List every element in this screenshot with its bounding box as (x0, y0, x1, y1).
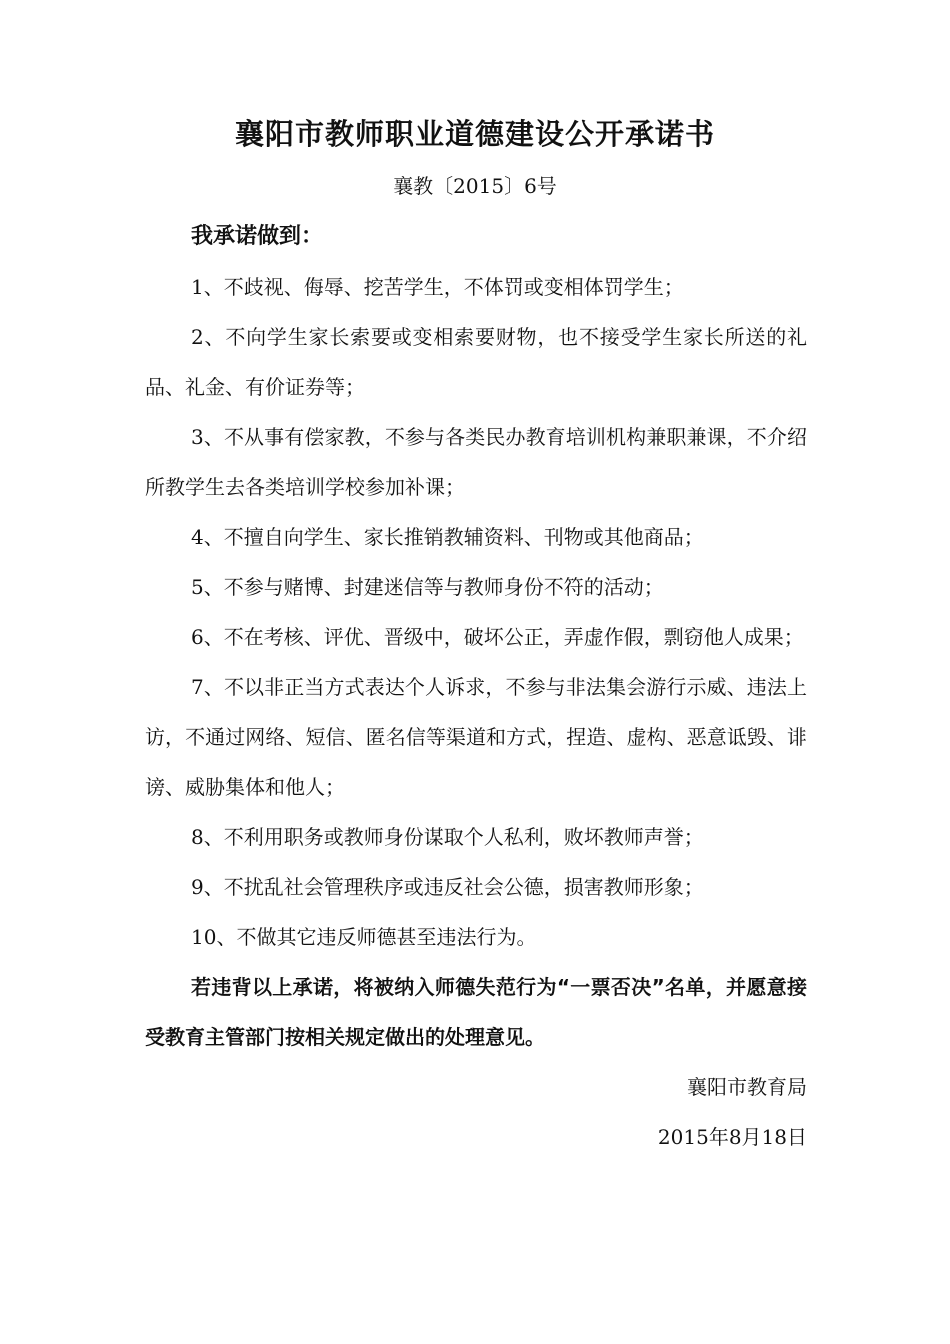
commitment-heading: 我承诺做到： (191, 224, 324, 249)
document-body (145, 212, 807, 1162)
issuer-signature: 襄阳市教育局 (687, 1075, 807, 1099)
issue-date: 2015年8月18日 (657, 1125, 807, 1149)
commitment-item-7: 7、不以非正当方式表达个人诉求，不参与非法集会游行示威、违法上访，不通过网络、短信、匿名信等渠道和方式，捏造、虚构、恶意诋毁、诽谤、威胁集体和他人； (145, 675, 807, 799)
document-title: 襄阳市教师职业道德建设公开承诺书 (234, 117, 715, 151)
commitment-item-6: 6、不在考核、评优、晋级中，破坏公正，弄虚作假，剽窃他人成果； (191, 625, 804, 649)
commitment-item-3: 3、不从事有偿家教，不参与各类民办教育培训机构兼职兼课，不介绍所教学生去各类培训学校参加补课； (145, 425, 807, 499)
commitment-item-2: 2、不向学生家长索要或变相索要财物，也不接受学生家长所送的礼品、礼金、有价证券等； (145, 325, 807, 399)
commitment-item-1: 1、不歧视、侮辱、挖苦学生，不体罚或变相体罚学生； (191, 275, 684, 299)
closing-statement: 若违背以上承诺，将被纳入师德失范行为“一票否决”名单，并愿意接受教育主管部门按相关规定做出的处理意见。 (145, 975, 807, 1049)
commitment-item-9: 9、不扰乱社会管理秩序或违反社会公德，损害教师形象； (191, 875, 704, 899)
document-number: 襄教〔2015〕6号 (393, 174, 557, 198)
commitment-item-8: 8、不利用职务或教师身份谋取个人私利，败坏教师声誉； (191, 825, 704, 849)
commitment-item-5: 5、不参与赌博、封建迷信等与教师身份不符的活动； (191, 575, 664, 599)
commitment-item-10: 10、不做其它违反师德甚至违法行为。 (191, 925, 537, 949)
commitment-item-4: 4、不擅自向学生、家长推销教辅资料、刊物或其他商品； (191, 525, 704, 549)
